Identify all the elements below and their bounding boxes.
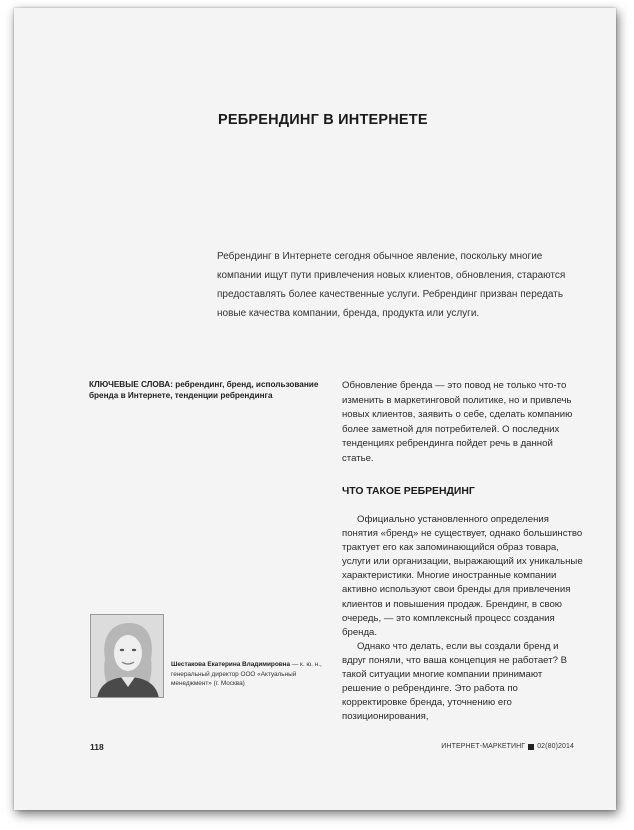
body-paragraph: Однако что делать, если вы создали бренд и вдруг поняли, что ваша концепция не работает? В такой ситуации многие компании принимают решение о ребрендинге. Это работа по корректировке бренда, уточнению его позиционирования, (342, 640, 567, 723)
keywords-text: ребрендинг, бренд, использование бренда в Интернете, тенденции ребрендинга (89, 380, 319, 400)
keywords-block (89, 379, 334, 401)
section-heading: ЧТО ТАКОЕ РЕБРЕНДИНГ (342, 486, 475, 497)
page-number: 118 (90, 742, 104, 752)
body-paragraph: Официально установленного определения понятия «бренд» не существует, однако большинство трактует его как запоминающийся образ товара, услуги или организации, выражающий их уникальные характеристики. Многие иностранные компании активно используют свои бренды для привлечения клиентов и повышения продаж. Брендинг, в свою очередь, — это комплексный процесс создания бренда. (342, 514, 583, 638)
issue-number: 02(80)2014 (537, 743, 574, 750)
author-portrait-icon (91, 615, 164, 698)
article-title: РЕБРЕНДИНГ В ИНТЕРНЕТЕ (218, 112, 428, 128)
square-bullet-icon (528, 744, 534, 750)
author-photo (90, 614, 164, 698)
author-details: — к. ю. н., генеральный директор ООО «Актуальный менеджмент» (г. Москва) (171, 661, 322, 687)
author-info (171, 660, 331, 689)
article-lead: Ребрендинг в Интернете сегодня обычное явление, поскольку многие компании ищут пути привлечения новых клиентов, обновления, стараются предоставлять более качественные услуги. Ребрендинг призван передать новые качества компании, бренда, продукта или услуги. (217, 251, 566, 319)
article-body (342, 513, 583, 724)
keywords-label: КЛЮЧЕВЫЕ СЛОВА: (89, 380, 173, 389)
author-name: Шестакова Екатерина Владимировна (171, 661, 291, 668)
magazine-page (14, 8, 616, 810)
magazine-name: ИНТЕРНЕТ-МАРКЕТИНГ (441, 743, 526, 750)
article-intro: Обновление бренда — это повод не только что-то изменить в маркетинговой политике, но и привлечь новых клиентов, заявить о себе, сделать компанию более заметной для потребителей. О последних тенденциях ребрендинга пойдет речь в данной статье. (342, 380, 573, 464)
footer-issue (441, 743, 574, 750)
